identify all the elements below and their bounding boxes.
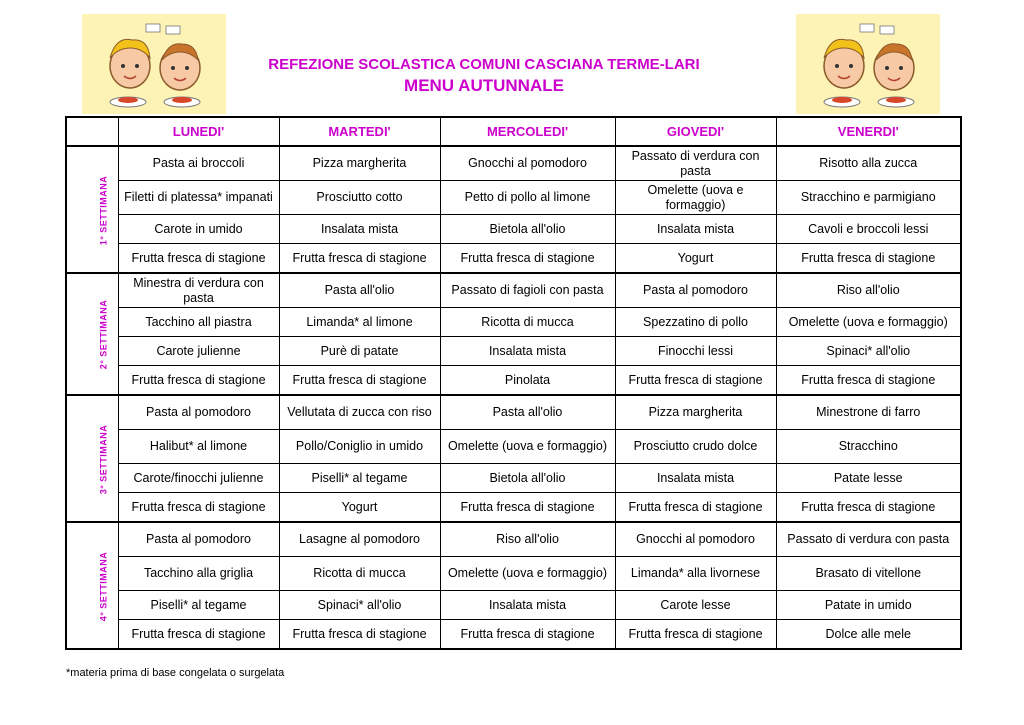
table-row — [66, 215, 961, 244]
page-subtitle: MENU AUTUNNALE — [404, 76, 564, 95]
menu-cell: Dolce alle mele — [776, 620, 961, 650]
menu-cell: Yogurt — [615, 244, 776, 274]
menu-cell: Bietola all'olio — [440, 464, 615, 493]
table-row — [66, 522, 961, 557]
menu-cell: Frutta fresca di stagione — [776, 244, 961, 274]
table-row — [66, 557, 961, 591]
menu-cell: Pasta al pomodoro — [118, 395, 279, 430]
week-label: 2° SETTIMANA — [98, 299, 109, 370]
menu-cell: Frutta fresca di stagione — [440, 620, 615, 650]
menu-cell: Patate lesse — [776, 464, 961, 493]
menu-cell: Frutta fresca di stagione — [279, 620, 440, 650]
table-row — [66, 464, 961, 493]
menu-cell: Spezzatino di pollo — [615, 308, 776, 337]
menu-cell: Lasagne al pomodoro — [279, 522, 440, 557]
menu-cell: Petto di pollo al limone — [440, 181, 615, 215]
table-row — [66, 181, 961, 215]
menu-cell: Riso all'olio — [776, 273, 961, 308]
menu-cell: Frutta fresca di stagione — [279, 366, 440, 396]
menu-cell: Gnocchi al pomodoro — [440, 146, 615, 181]
menu-cell: Finocchi lessi — [615, 337, 776, 366]
menu-cell: Omelette (uova e formaggio) — [615, 181, 776, 215]
menu-cell: Omelette (uova e formaggio) — [776, 308, 961, 337]
menu-cell: Yogurt — [279, 493, 440, 523]
table-row — [66, 493, 961, 523]
menu-cell: Prosciutto cotto — [279, 181, 440, 215]
menu-cell: Minestrone di farro — [776, 395, 961, 430]
menu-cell: Frutta fresca di stagione — [440, 493, 615, 523]
menu-cell: Carote lesse — [615, 591, 776, 620]
menu-cell: Insalata mista — [440, 591, 615, 620]
menu-cell: Ricotta di mucca — [440, 308, 615, 337]
day-header: GIOVEDI' — [615, 117, 776, 146]
menu-cell: Cavoli e broccoli lessi — [776, 215, 961, 244]
menu-cell: Stracchino — [776, 430, 961, 464]
menu-cell: Spinaci* all'olio — [776, 337, 961, 366]
menu-cell: Frutta fresca di stagione — [776, 493, 961, 523]
day-header: LUNEDI' — [118, 117, 279, 146]
day-header: MARTEDI' — [279, 117, 440, 146]
menu-cell: Insalata mista — [440, 337, 615, 366]
week-label-cell — [66, 273, 118, 395]
table-row — [66, 366, 961, 396]
menu-cell: Pizza margherita — [615, 395, 776, 430]
table-row — [66, 337, 961, 366]
menu-cell: Frutta fresca di stagione — [118, 244, 279, 274]
table-row — [66, 146, 961, 181]
menu-table — [65, 116, 962, 650]
menu-cell: Prosciutto crudo dolce — [615, 430, 776, 464]
menu-cell: Frutta fresca di stagione — [615, 493, 776, 523]
menu-cell: Limanda* alla livornese — [615, 557, 776, 591]
menu-cell: Pasta al pomodoro — [615, 273, 776, 308]
menu-cell: Frutta fresca di stagione — [615, 366, 776, 396]
menu-cell: Carote in umido — [118, 215, 279, 244]
menu-cell: Passato di fagioli con pasta — [440, 273, 615, 308]
week-label: 4° SETTIMANA — [98, 551, 109, 621]
menu-cell: Vellutata di zucca con riso — [279, 395, 440, 430]
menu-cell: Pizza margherita — [279, 146, 440, 181]
day-header: MERCOLEDI' — [440, 117, 615, 146]
menu-cell: Spinaci* all'olio — [279, 591, 440, 620]
header-corner — [66, 117, 118, 146]
menu-cell: Risotto alla zucca — [776, 146, 961, 181]
table-row — [66, 620, 961, 650]
table-row — [66, 308, 961, 337]
menu-cell: Carote julienne — [118, 337, 279, 366]
table-row — [66, 244, 961, 274]
week-label-cell — [66, 146, 118, 273]
menu-cell: Purè di patate — [279, 337, 440, 366]
menu-cell: Patate in umido — [776, 591, 961, 620]
menu-cell: Pollo/Coniglio in umido — [279, 430, 440, 464]
menu-cell: Limanda* al limone — [279, 308, 440, 337]
menu-cell: Pasta all'olio — [440, 395, 615, 430]
menu-cell: Frutta fresca di stagione — [615, 620, 776, 650]
menu-cell: Riso all'olio — [440, 522, 615, 557]
menu-cell: Frutta fresca di stagione — [776, 366, 961, 396]
menu-cell: Stracchino e parmigiano — [776, 181, 961, 215]
table-header-row — [66, 117, 961, 146]
menu-cell: Pasta ai broccoli — [118, 146, 279, 181]
menu-cell: Insalata mista — [615, 464, 776, 493]
menu-cell: Minestra di verdura con pasta — [118, 273, 279, 308]
menu-cell: Frutta fresca di stagione — [440, 244, 615, 274]
menu-cell: Frutta fresca di stagione — [118, 620, 279, 650]
table-row — [66, 591, 961, 620]
week-label-cell — [66, 522, 118, 649]
menu-cell: Filetti di platessa* impanati — [118, 181, 279, 215]
day-header: VENERDI' — [776, 117, 961, 146]
week-label: 3° SETTIMANA — [98, 424, 109, 494]
menu-cell: Carote/finocchi julienne — [118, 464, 279, 493]
menu-cell: Bietola all'olio — [440, 215, 615, 244]
menu-cell: Brasato di vitellone — [776, 557, 961, 591]
menu-cell: Frutta fresca di stagione — [279, 244, 440, 274]
menu-cell: Insalata mista — [279, 215, 440, 244]
menu-cell: Ricotta di mucca — [279, 557, 440, 591]
menu-cell: Gnocchi al pomodoro — [615, 522, 776, 557]
menu-cell: Frutta fresca di stagione — [118, 366, 279, 396]
menu-cell: Piselli* al tegame — [118, 591, 279, 620]
table-row — [66, 395, 961, 430]
page-title: REFEZIONE SCOLASTICA COMUNI CASCIANA TERME-LARI — [268, 56, 700, 73]
menu-cell: Frutta fresca di stagione — [118, 493, 279, 523]
menu-cell: Pasta all'olio — [279, 273, 440, 308]
menu-cell: Passato di verdura con pasta — [776, 522, 961, 557]
menu-cell: Tacchino alla griglia — [118, 557, 279, 591]
menu-cell: Tacchino all piastra — [118, 308, 279, 337]
week-label-cell — [66, 395, 118, 522]
week-label: 1° SETTIMANA — [98, 175, 109, 245]
menu-cell: Omelette (uova e formaggio) — [440, 557, 615, 591]
menu-cell: Passato di verdura con pasta — [615, 146, 776, 181]
menu-cell: Halibut* al limone — [118, 430, 279, 464]
menu-cell: Pasta al pomodoro — [118, 522, 279, 557]
menu-cell: Pinolata — [440, 366, 615, 396]
table-row — [66, 273, 961, 308]
footnote: *materia prima di base congelata o surgelata — [66, 667, 285, 679]
menu-cell: Omelette (uova e formaggio) — [440, 430, 615, 464]
menu-cell: Piselli* al tegame — [279, 464, 440, 493]
menu-cell: Insalata mista — [615, 215, 776, 244]
table-row — [66, 430, 961, 464]
